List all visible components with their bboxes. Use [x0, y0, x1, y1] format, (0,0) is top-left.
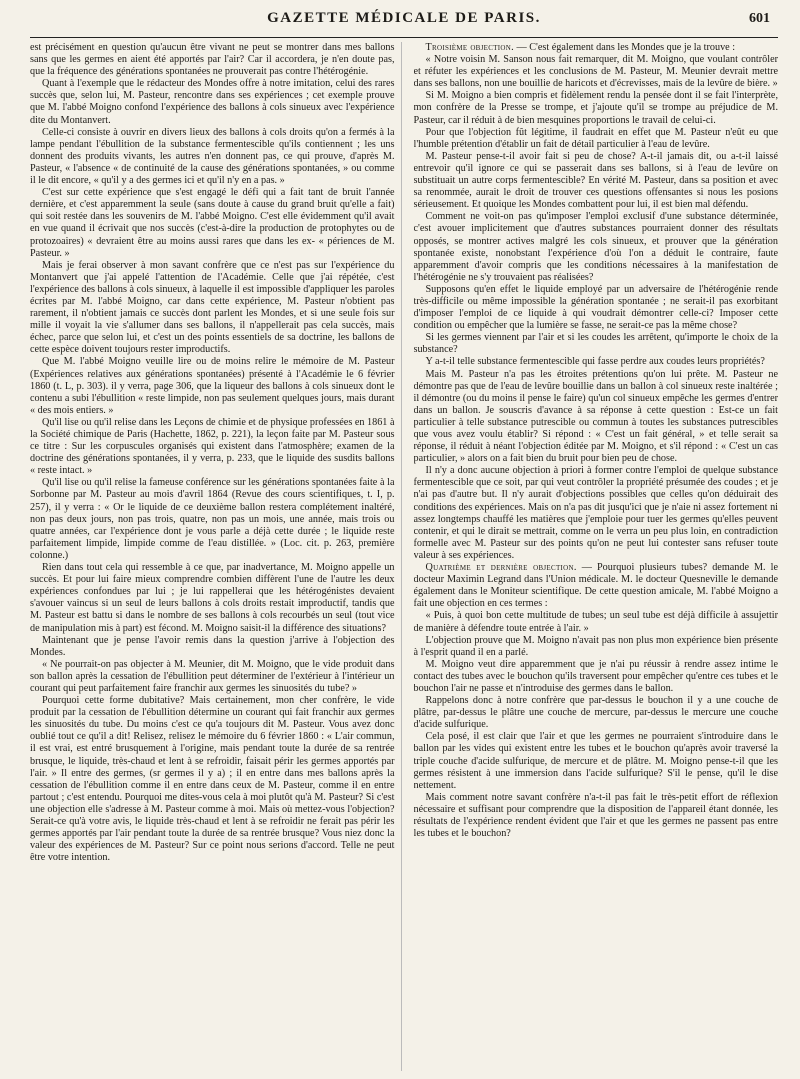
paragraph: Pour que l'objection fût légitime, il faudrait en effet que M. Pasteur n'eût eu que l'humble prétention d'établir un fait de détail particulier à l'eau de levûre. [413, 126, 778, 150]
paragraph: M. Moigno veut dire apparemment que je n'ai pu réussir à rendre assez intime le contact des tubes avec le bouchon qu'ils traversent pour empêcher qu'entre ces tubes et le bouchon l'air ne passe et n'introduise des germes dans le ballon. [413, 658, 778, 694]
objection-intro: — Pourquoi plusieurs tubes? demande M. le docteur Maximin Legrand dans l'Union médicale. M. le docteur Quesneville le demande également dans le Moniteur scientifique. De cette question amicale, M. l'abbé Moigno a fait une objection en ces termes : [413, 562, 778, 610]
objection-intro: — C'est également dans les Mondes que je la trouve : [513, 42, 736, 53]
paragraph: Mais M. Pasteur n'a pas les étroites prétentions qu'on lui prête. M. Pasteur ne démontre pas que de l'eau de levûre bouillie dans un ballon à col sinueux reste inaltérée ; il démontre (ou du moins il pense le faire) qu'un col sinueux empêche les germes d'entrer dans un ballon. Je souscris d'avance à sa réponse à cette question : Est-ce un fait particulier à telle substance putrescible ou commun à toutes les substances putrescibles que vous avez voulu établir? Si répond : « C'est un fait général, » et telle serait sa réponse, il réduit à néant l'objection éditée par M. Moigno, et s'il répond : « C'est un cas particulier, » alors on a fait bien du bruit pour bien peu de chose. [413, 368, 778, 465]
paragraph: Si les germes viennent par l'air et si les coudes les arrêtent, qu'importe le choix de la substance? [413, 332, 778, 356]
objection-heading-3 [414, 42, 779, 54]
objection-label: Quatrième et dernière objection. [425, 562, 577, 574]
paragraph: Cela posé, il est clair que l'air et que les germes ne pourraient s'introduire dans le ballon par les vides qui existent entre les tubes et le bouchon qu'après avoir traversé la triple couche d'acide sulfurique, de mercure et de plâtre. M. Moigno pense-t-il que les germes résistent à une immersion dans l'acide sulfurique? S'il le pense, qu'il le dise nettement. [413, 731, 778, 791]
page-number: 601 [749, 10, 770, 26]
paragraph: Pourquoi cette forme dubitative? Mais certainement, mon cher confrère, le vide produit par la cessation de l'ébullition détermine un courant qui fait franchir aux germes les sinuosités du tube. Du moins c'est ce qu'a toujours dit M. Pasteur. Vous avez donc oublié tout ce qu'il a dit! Relisez, relisez le mémoire du 6 février 1860 : « L'air commun, il est vrai, est entré brusquement à l'origine, mais pendant toute la durée de sa rentrée brusque, le liquide, très-chaud et lent à se refroidir, faisait périr les germes apportés par l'air. » Il entre des germes, (sr germes il y a) ; il en entre dans mes ballons après la cessation de l'ébullition comme il en entre dans ceux de M. Pasteur, comme il en entre partout ; c'est entendu. Pourquoi me dites-vous cela à moi plutôt qu'à M. Pasteur? Si c'est une objection elle s'adresse à M. Pasteur comme à moi. Mais où mettez-vous l'objection? Serait-ce qu'à votre avis, le liquide très-chaud et lent à se refroidir ne ferait pas périr les germes apportés par l'air pendant toute la durée de sa rentrée brusque? Vous niez donc la valeur des expériences de M. Pasteur? Sur ce point nous serions d'accord. Telle ne peut être votre intention. [30, 695, 395, 864]
paragraph: est précisément en question qu'aucun être vivant ne peut se montrer dans mes ballons sans que les germes en aient été apportés par l'air? Car il accordera, je n'en doute pas, que la fréquence des générations spontanées ne prouverait pas contre l'hétérogénie. [30, 42, 395, 78]
paragraph: C'est sur cette expérience que s'est engagé le défi qui a fait tant de bruit l'année dernière, et c'est apparemment la seule (sans doute à cause du grand bruit qu'elle a fait) qui soit restée dans les souvenirs de M. l'abbé Moigno. C'est elle évidemment qu'il avait en vue quand il écrivait que nos succès (c'est-à-dire la production de protophytes ou de protozoaires) « devraient être au moins aussi rares que dans les ex- « périences de M. Pasteur. » [30, 187, 395, 259]
paragraph: Quant à l'exemple que le rédacteur des Mondes offre à notre imitation, celui des rares succès que, selon lui, M. Pasteur, rencontre dans ses expériences ; cet exemple prouve que M. l'abbé Moigno confond l'expérience des ballons à cols sinueux avec l'expérience dite du Montanvert. [30, 78, 395, 126]
paragraph: Rien dans tout cela qui ressemble à ce que, par inadvertance, M. Moigno appelle un succès. Et pour lui faire mieux comprendre combien diffèrent l'une de l'autre les deux expériences confondues par lui ; je lui rappellerai que les hétérogénistes devaient s'avouer vaincus si un seul de leurs ballons à cols droits restait improductif, tandis que M. Pasteur est battu si dans le nombre de ses ballons à cols recourbés un seul (tout vice de manipulation mis à part) est fécond. M. Moigno saisit-il la différence des situations? [30, 562, 395, 634]
paragraph: Mais je ferai observer à mon savant confrère que ce n'est pas sur l'expérience du Montanvert que j'ai appelé l'attention de l'Académie. Celle que j'ai répétée, c'est l'expérience des ballons à cols sinueux, à laquelle il est impossible d'appliquer les paroles écrites par M. l'abbé Moigno, car dans cette expérience, M. Pasteur n'obtient pas rarement, il n'obtient jamais ce succès dont parlent les Mondes, et si une seule fois sur mille il voyait la vie s'allumer dans ses ballons, il n'appellerait pas cela succès, mais échec, parce que selon lui, et c'est un des points essentiels de sa doctrine, les ballons de cette espèce doivent toujours rester improductifs. [30, 259, 395, 356]
paragraph: Supposons qu'en effet le liquide employé par un adversaire de l'hétérogénie rende très-difficile ou même impossible la génération spontanée ; ne serait-il pas exorbitant d'imposer l'emploi de ce liquide à qui voudrait démontrer celle-ci? Imposer cette condition ou empêcher que la lumière se fasse, ne serait-ce pas la même chose? [413, 283, 778, 332]
journal-title: GAZETTE MÉDICALE DE PARIS. [267, 10, 541, 26]
paragraph: Celle-ci consiste à ouvrir en divers lieux des ballons à cols droits qu'on a fermés à la lampe pendant l'ébullition de la substance fermentescible qu'ils contiennent ; les uns donnent des produits vivants, les autres n'en donnent pas, ce qui prouve, d'après M. Pasteur, « l'absence « de continuité de la cause des générations spontanées, » ou comme il le dit encore, « qu'il y a des germes ici et qu'il n'y en a pas. » [30, 126, 395, 187]
paragraph: Maintenant que je pense l'avoir remis dans la question j'arrive à l'objection des Mondes. [30, 634, 395, 658]
paragraph: Comment ne voit-on pas qu'imposer l'emploi exclusif d'une substance déterminée, c'est avouer implicitement que d'autres substances pourraient donner des résultats opposés, se montrer actives malgré les cols sinueux, et prouver que la génération spontanée existe, nonobstant l'expérience d'où l'on a déduit le contraire, faute apparemment d'avoir compris que les conditions nécessaires à la manifestation de l'hétérogénie ne s'y trouvaient pas réalisées? [413, 211, 778, 283]
paragraph: Qu'il lise ou qu'il relise dans les Leçons de chimie et de physique professées en 1861 à la Société chimique de Paris (Hachette, 1862, p. 221), la leçon faite par M. Pasteur sous ce titre : Sur les corpuscules organisés qui existent dans l'atmosphère; examen de la doctrine des générations spontanées, il y verra, p. 233, que le liquide des susdits ballons « reste intact. » [30, 416, 395, 477]
paragraph: Qu'il lise ou qu'il relise la fameuse conférence sur les générations spontanées faite à la Sorbonne par M. Pasteur au mois d'avril 1864 (Revue des cours scientifiques, t. I, p. 257), il y verra : « Or le liquide de ce deuxième ballon restera complétement inaltéré, non pas deux jours, non pas trois, quatre, non pas un mois, une année, mais trois ou quatre années, car l'expérience dont je vous parle a déjà cette durée ; le liquide reste parfaitement limpide, limpide comme de l'eau distillée. » (Loc. cit. p. 263, première colonne.) [30, 477, 395, 561]
paragraph: Y a-t-il telle substance fermentescible qui fasse perdre aux coudes leurs propriétés? [425, 356, 765, 368]
left-column [30, 42, 402, 1071]
right-column [414, 42, 779, 1071]
paragraph: « Ne pourrait-on pas objecter à M. Meunier, dit M. Moigno, que le vide produit dans son ballon après la cessation de l'ébullition peut déterminer de l'extérieur à l'intérieur un courant qui peut parfaitement faire franchir aux germes les sinuosités du tube? » [30, 658, 395, 694]
paragraph: « Puis, à quoi bon cette multitude de tubes; un seul tube est déjà difficile à assujettir de manière à défendre toute entrée à l'air. » [413, 610, 778, 634]
objection-label: Troisième objection. [425, 42, 514, 53]
page-header [30, 0, 778, 38]
paragraph: L'objection prouve que M. Moigno n'avait pas non plus mon expérience bien présente à l'esprit quand il en a parlé. [413, 634, 778, 658]
paragraph: Mais comment notre savant confrère n'a-t-il pas fait le très-petit effort de réflexion nécessaire et suffisant pour comprendre que la disposition de l'appareil étant donnée, les résultats de l'expérience rendent évident que l'air et que les germes ne passent pas entre les tubes et le bouchon? [413, 791, 778, 840]
paragraph: Que M. l'abbé Moigno veuille lire ou de moins relire le mémoire de M. Pasteur (Expériences relatives aux générations spontanées) présenté à l'Académie le 6 février 1860 (t. L, p. 303). il y verra, page 306, que la liqueur des ballons à cols sinueux dont le contenu a subi l'ébullition « reste limpide, non pas seulement quelques jours, mais durant « des mois entiers. » [30, 356, 395, 416]
paragraph: M. Pasteur pense-t-il avoir fait si peu de chose? A-t-il jamais dit, ou a-t-il laissé entrevoir qu'il ignore ce qui se passerait dans ses ballons, si à l'eau de levûre on substituait un autre corps fermentescible? En vérité M. Pasteur, dans sa position et avec sa renommée, aurait le droit de trouver ces questions offensantes si nous les posions sérieusement. Et quoique les Mondes combattent pour lui, il est bien mal défendu. [413, 150, 778, 211]
objection-heading-4 [414, 562, 779, 610]
paragraph: Il n'y a donc aucune objection à priori à former contre l'emploi de quelque substance fermentescible que ce soit, par qui veut contrôler la propriété présumée des coudes ; et je n'ai pas d'autre but. Il n'y aurait d'objections possibles que celles qu'on déduirait des conditions des expériences. Mais on n'a pas dit jusqu'ici que je n'aie ni assez fortement ni assez longtemps chauffé les matières que j'emploie pour tuer les germes qu'elles peuvent contenir, et qui le dirait se mettrait, comme on le verra un peu plus loin, en contradiction formelle avec M. Pasteur sur des points qu'on ne peut lui contester sans refuser toute valeur à ses expériences. [413, 465, 778, 561]
text-columns [30, 38, 778, 1071]
paragraph: Rappelons donc à notre confrère que par-dessus le bouchon il y a une couche de plâtre, par-dessus le plâtre une couche de mercure, par-dessus le mercure une couche d'acide sulfurique. [413, 695, 778, 731]
paragraph: « Notre voisin M. Sanson nous fait remarquer, dit M. Moigno, que voulant contrôler et réfuter les expériences et les conclusions de M. Pasteur, M. Meunier devrait mettre dans ses ballons, non une bouillie de haricots et d'écrevisses, mais de la levûre de bière. » [413, 54, 778, 90]
paragraph: Si M. Moigno a bien compris et fidèlement rendu la pensée dont il se fait l'interprète, mon confrère de la Presse se trompe, et j'ajoute qu'il se trompe au préjudice de M. Pasteur, car il réduit à de bien mesquines proportions le travail de celui-ci. [413, 90, 778, 126]
